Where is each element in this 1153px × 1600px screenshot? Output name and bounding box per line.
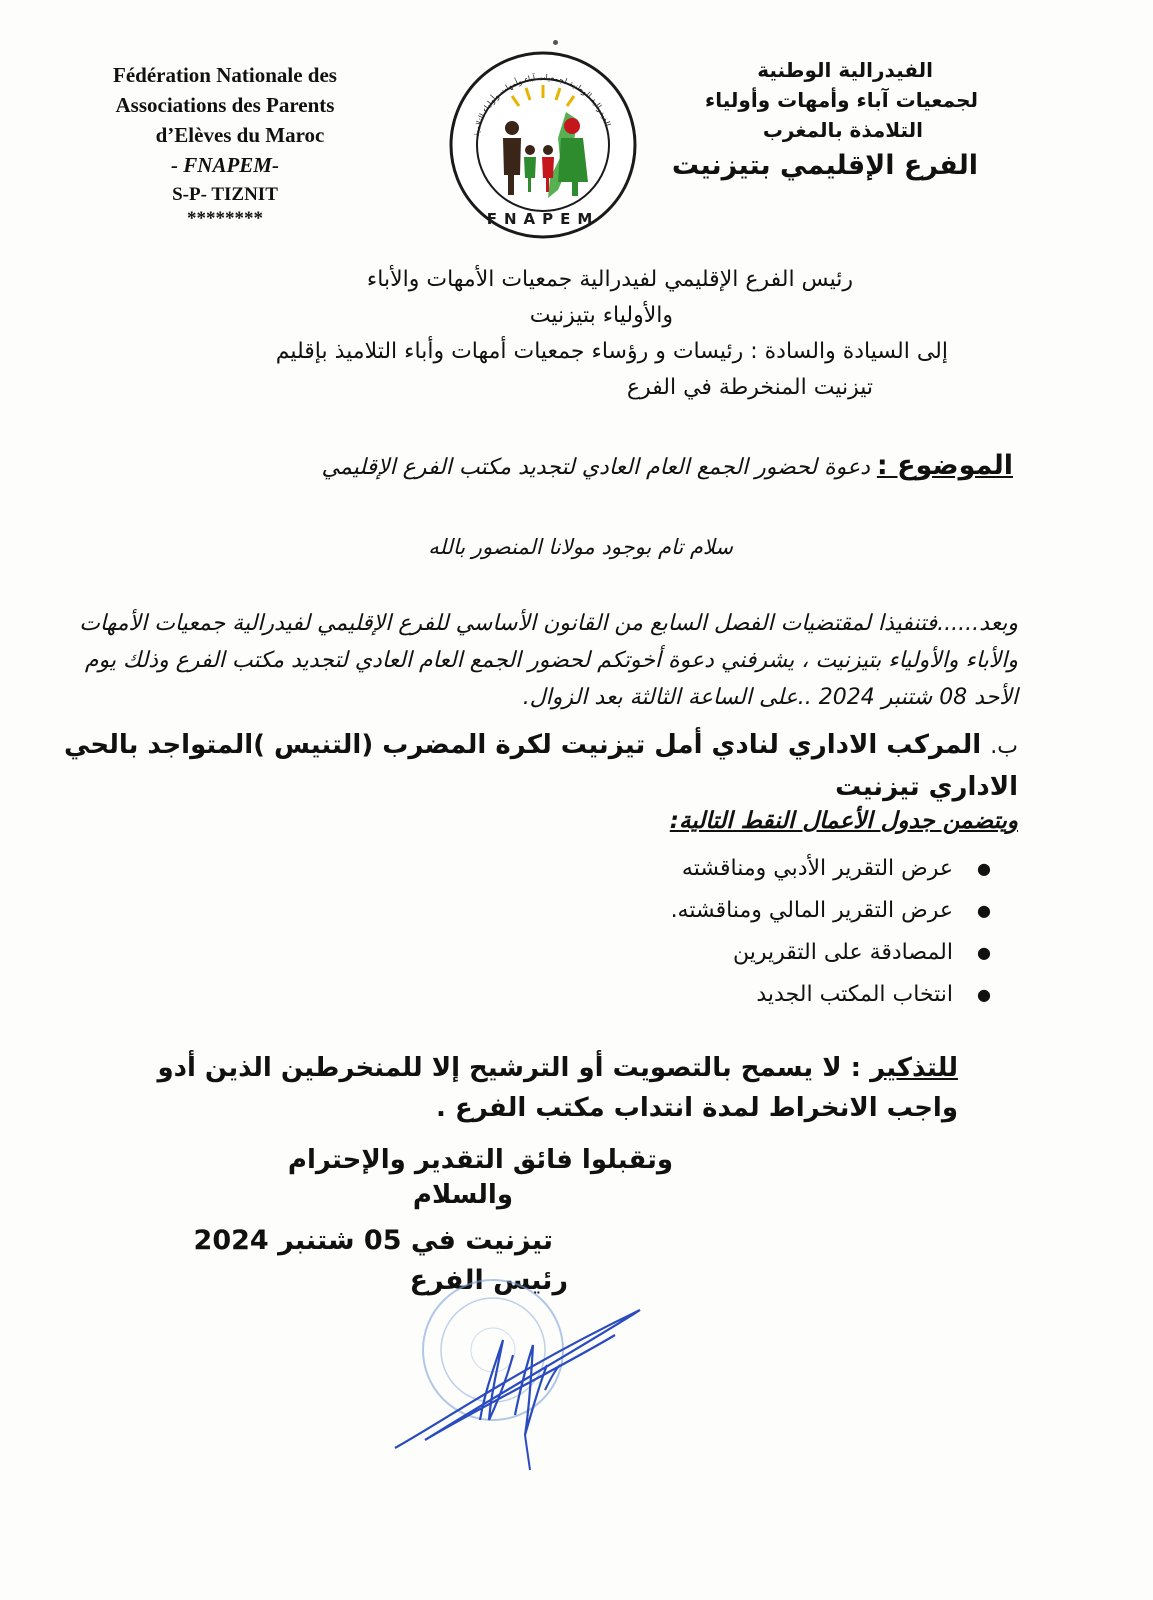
subject-text: دعوة لحضور الجمع العام العادي لتجديد مكتب الفرع الإقليمي	[321, 455, 877, 480]
closing-line: وتقبلوا فائق التقدير والإحترام	[287, 1145, 673, 1175]
signatory-title: رئيس الفرع	[409, 1265, 568, 1296]
reminder-label: للتذكير	[870, 1053, 958, 1083]
ar-line-2: لجمعيات آباء وأمهات وأولياء	[705, 88, 978, 112]
venue-text: المركب الاداري لنادي أمل تيزنيت لكرة المضرب (التنيس )المتواجد بالحي الاداري تيزنيت	[64, 730, 1018, 802]
fr-branch: S-P- TIZNIT	[172, 184, 278, 205]
agenda-item: ● عرض التقرير المالي ومناقشته.	[433, 890, 953, 932]
agenda-item: ● انتخاب المكتب الجديد	[433, 974, 953, 1016]
date-place: تيزنيت في 05 شتنبر 2024	[193, 1225, 553, 1256]
logo-acronym: FNAPEM	[486, 210, 600, 228]
fr-line-3: d’Elèves du Maroc	[155, 123, 325, 147]
handwritten-signature	[385, 1270, 655, 1480]
recipient-line-2: تيزنيت المنخرطة في الفرع	[626, 375, 873, 400]
agenda-list	[433, 848, 983, 1016]
svg-text:الفيدرالية الوطنية لجمعيات آبا: الفيدرالية الوطنية لجمعيات آباء وأمهات وأولياء التلاميذ	[471, 72, 613, 138]
reminder-block	[98, 1048, 958, 1128]
sender-line-2: والأولياء بتيزنيت	[529, 303, 673, 328]
french-letterhead	[70, 60, 380, 228]
recipient-line-1: إلى السيادة والسادة : رئيسات و رؤساء جمعيات أمهات وأباء التلاميذ بإقليم	[275, 339, 948, 364]
greeting: سلام تام بوجود مولانا المنصور بالله	[428, 535, 733, 559]
speck	[553, 40, 558, 45]
fr-acronym: - FNAPEM-	[171, 153, 279, 177]
fr-stars: ********	[187, 208, 263, 229]
salutation: والسلام	[412, 1180, 513, 1210]
ar-line-3: التلامذة بالمغرب	[762, 118, 923, 142]
agenda-item: ● عرض التقرير الأدبي ومناقشته	[433, 848, 953, 890]
sender-line-1: رئيس الفرع الإقليمي لفيدرالية جمعيات الأمهات والأباء	[366, 267, 853, 292]
fr-line-2: Associations des Parents	[115, 93, 335, 117]
agenda-title: ويتضمن جدول الأعمال النقط التالية:	[669, 808, 1018, 834]
reminder-text: : لا يسمح بالتصويت أو الترشيح إلا للمنخرطين الذين أدو واجب الانخراط لمدة انتداب مكتب الفرع .	[157, 1053, 958, 1123]
agenda-item: ● المصادقة على التقريرين	[433, 932, 953, 974]
venue-line	[48, 725, 1018, 807]
venue-prefix: ب.	[990, 734, 1018, 759]
fnapem-logo	[448, 50, 638, 240]
ar-line-1: الفيدرالية الوطنية	[757, 58, 933, 82]
body-paragraph: وبعد......فتنفيذا لمقتضيات الفصل السابع من القانون الأساسي للفرع الإقليمي لفيدرالية جمعيات الأمهات والأباء والأولياء بتيزنيت ، يشرفني دعوة أخوتكم لحضور الجمع العام العادي لتجديد مكتب الفرع وذلك يوم الأحد 08 شتنبر 2024 ..على الساعة الثالثة بعد الزوال.	[79, 611, 1018, 710]
arabic-letterhead	[648, 55, 978, 181]
fr-line-1: Fédération Nationale des	[113, 63, 337, 87]
ar-branch-title: الفرع الإقليمي بتيزنيت	[671, 150, 978, 181]
recipient-block	[213, 262, 948, 406]
subject-line	[113, 448, 1013, 486]
subject-label: الموضوع :	[876, 450, 1013, 481]
